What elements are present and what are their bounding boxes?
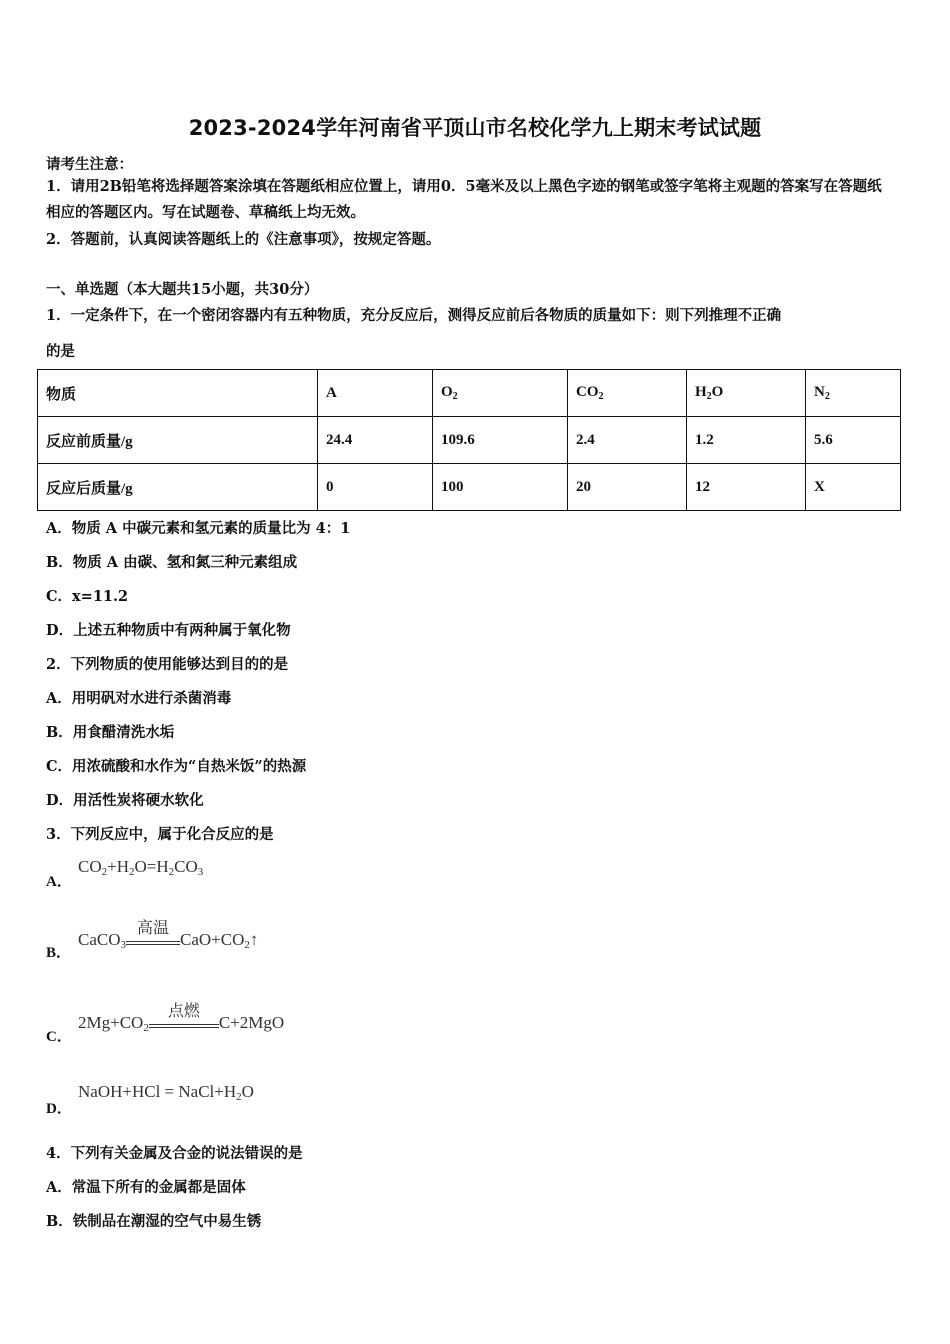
- table-cell: $N_2$: [806, 370, 901, 417]
- q1-stem-line1: 1．一定条件下，在一个密闭容器内有五种物质，充分反应后，测得反应前后各物质的质量如下：则下列推理不正确: [46, 307, 782, 324]
- q2-option-d: D．用活性炭将硬水软化: [46, 792, 204, 809]
- q2-option-a: A．用明矾对水进行杀菌消毒: [46, 690, 232, 707]
- table-cell: 反应前质量/g: [38, 417, 318, 464]
- q1-option-d: D．上述五种物质中有两种属于氧化物: [46, 622, 291, 639]
- reaction-condition: 点燃: [149, 1020, 219, 1028]
- table-cell: $O_2$: [433, 370, 568, 417]
- table-cell: 100: [433, 464, 568, 511]
- q1-option-a: A．物质 A 中碳元素和氢元素的质量比为 4：1: [46, 520, 351, 537]
- q3-equation-b: CaCO$_3$ 高温 $CaO+CO_2↑$: [78, 918, 259, 951]
- q1-stem-line2: 的是: [46, 343, 75, 360]
- q1-option-c: C．x=11.2: [46, 588, 129, 605]
- reaction-condition: 高温: [126, 937, 180, 945]
- table-row: [38, 464, 901, 511]
- page-title: 2023-2024学年河南省平顶山市名校化学九上期末考试试题: [188, 116, 762, 140]
- q2-option-b: B．用食醋清洗水垢: [46, 724, 175, 741]
- table-cell: 109.6: [433, 417, 568, 464]
- table-cell: X: [806, 464, 901, 511]
- table-cell: 0: [318, 464, 433, 511]
- table-cell: 5.6: [806, 417, 901, 464]
- notice-item-2: 2．答题前，认真阅读答题纸上的《注意事项》，按规定答题。: [46, 231, 441, 248]
- q3-label-c: C．: [46, 1029, 72, 1045]
- q4-option-b: B．铁制品在潮湿的空气中易生锈: [46, 1213, 262, 1230]
- q3-stem: 3．下列反应中，属于化合反应的是: [46, 826, 274, 843]
- q3-equation-c: $2Mg+CO_2$ 点燃 C+2MgO: [78, 1001, 285, 1034]
- table-cell: $CO_2$: [568, 370, 687, 417]
- table-cell: 物质: [38, 370, 318, 417]
- q1-option-b: B．物质 A 由碳、氢和氮三种元素组成: [46, 554, 298, 571]
- table-cell: 1.2: [687, 417, 806, 464]
- q1-mass-table: [37, 369, 901, 511]
- table-cell: 24.4: [318, 417, 433, 464]
- table-cell: 20: [568, 464, 687, 511]
- table-cell: $H_2O$: [687, 370, 806, 417]
- q2-option-c: C．用浓硫酸和水作为“自热米饭”的热源: [46, 758, 307, 775]
- table-cell: 反应后质量/g: [38, 464, 318, 511]
- table-row: [38, 417, 901, 464]
- table-header-row: [38, 370, 901, 417]
- q3-equation-d: NaOH+HCl = $NaCl+H_2O$: [78, 1082, 254, 1103]
- notice-heading: 请考生注意：: [46, 156, 133, 173]
- q2-stem: 2．下列物质的使用能够达到目的的是: [46, 656, 289, 673]
- table-cell: 2.4: [568, 417, 687, 464]
- notice-item-1: 1．请用2B铅笔将选择题答案涂填在答题纸相应位置上，请用0．5毫米及以上黑色字迹的钢笔或签字笔将主观题的答案写在答题纸相应的答题区内。写在试题卷、草稿纸上均无效。: [46, 178, 882, 221]
- section-heading: 一、单选题（本大题共15小题，共30分）: [46, 281, 319, 298]
- q3-label-d: D．: [46, 1101, 72, 1117]
- q3-label-a: A．: [46, 874, 72, 890]
- q3-equation-a: $CO_2+H_2O=H_2CO_3$: [78, 857, 204, 878]
- q3-label-b: B．: [46, 945, 72, 961]
- table-cell: A: [318, 370, 433, 417]
- table-cell: 12: [687, 464, 806, 511]
- q4-stem: 4．下列有关金属及合金的说法错误的是: [46, 1145, 303, 1162]
- q4-option-a: A．常温下所有的金属都是固体: [46, 1179, 246, 1196]
